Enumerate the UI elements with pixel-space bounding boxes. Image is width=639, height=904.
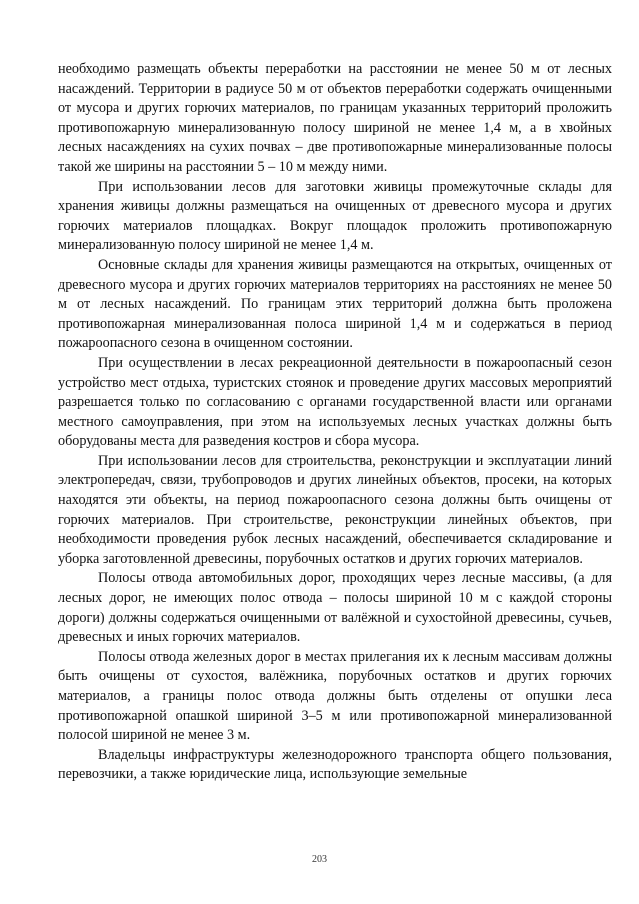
paragraph-railway-strips: Полосы отвода железных дорог в местах прилегания их к лесным массивам должны быть очищены от сухостоя, валёжника, порубочных остатков и других горючих материалов, а границы полос отвода должны быть отделены от опушки леса противопожарной опашкой шириной 3–5 м или противопожарной минерализованной полосой шириной не менее 3 м. bbox=[58, 648, 612, 744]
paragraph-linear-objects: При использовании лесов для строительства, реконструкции и эксплуатации линий электропередач, связи, трубопроводов и других линейных объектов, просеки, на которых находятся эти объекты, на период пожароопасного сезона должны быть очищены от горючих материалов. При строительстве, реконструкции линейных объектов, при необходимости проведения рубок лесных насаждений, обеспечивается складирование и уборка заготовленной древесины, порубочных остатков и других горючих материалов. bbox=[58, 452, 612, 567]
page-number: 203 bbox=[312, 854, 327, 865]
paragraph-road-strips: Полосы отвода автомобильных дорог, проходящих через лесные массивы, (а для лесных дорог, не имеющих полос отвода – полосы шириной 10 м с каждой стороны дороги) должны содержаться очищенными от валёжной и сухостойной древесины, сучьев, древесных и иных горючих материалов. bbox=[58, 570, 612, 646]
document-page bbox=[58, 60, 612, 785]
paragraph-railway-owners: Владельцы инфраструктуры железнодорожного транспорта общего пользования, перевозчики, а также юридические лица, использующие земельные bbox=[58, 746, 612, 783]
paragraph-recreation: При осуществлении в лесах рекреационной деятельности в пожароопасный сезон устройство мест отдыха, туристских стоянок и проведение других массовых мероприятий разрешается только по согласованию с органами государственной власти или органами местного самоуправления, при этом на используемых лесных участках должны быть оборудованы места для разведения костров и сбора мусора. bbox=[58, 354, 612, 450]
paragraph-continuation: необходимо размещать объекты переработки на расстоянии не менее 50 м от лесных насаждений. Территории в радиусе 50 м от объектов переработки содержать очищенными от мусора и других горючих материалов, по границам указанных территорий проложить противопожарную минерализованную полосу шириной не менее 1,4 м, а в хвойных лесных насаждениях на сухих почвах – две противопожарные минерализованные полосы такой же ширины на расстоянии 5 – 10 м между ними. bbox=[58, 61, 612, 175]
paragraph-resin-main-storage: Основные склады для хранения живицы размещаются на открытых, очищенных от древесного мусора и других горючих материалов территориях на расстояниях не менее 50 м от лесных насаждений. По границам этих территорий должна быть проложена противопожарная минерализованная полоса шириной 1,4 м и содержаться в период пожароопасного сезона в очищенном состоянии. bbox=[58, 256, 612, 352]
paragraph-resin-intermediate-storage: При использовании лесов для заготовки живицы промежуточные склады для хранения живицы должны размещаться на очищенных от древесного мусора и других горючих материалов площадках. Вокруг площадок проложить противопожарную минерализованную полосу шириной не менее 1,4 м. bbox=[58, 178, 612, 254]
